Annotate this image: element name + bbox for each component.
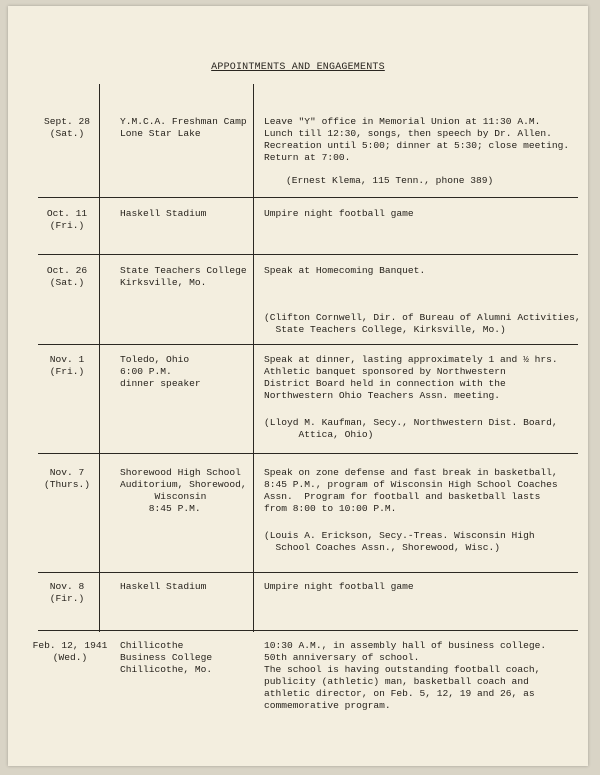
entry-place: Toledo, Ohio 6:00 P.M. dinner speaker: [120, 354, 201, 389]
document-page: [8, 6, 588, 766]
entry-place: Shorewood High School Auditorium, Shorewood, Wisconsin 8:45 P.M.: [120, 467, 247, 514]
entry-place: State Teachers College Kirksville, Mo.: [120, 265, 247, 288]
right-column-rule: [253, 84, 254, 632]
entry-details: Umpire night football game: [264, 208, 414, 219]
entry-details: Speak on zone defense and fast break in basketball, 8:45 P.M., program of Wisconsin High School Coaches Assn. Program for football and basketball lasts from 8:00 to 10:00 P.M.: [264, 467, 558, 514]
entry-contact: (Clifton Cornwell, Dir. of Bureau of Alumni Activities, State Teachers College, Kirksville, Mo.): [264, 312, 581, 335]
entry-details: Leave "Y" office in Memorial Union at 11:30 A.M. Lunch till 12:30, songs, then speech by Dr. Allen. Recreation until 5:00; dinner at 5:30; close meeting. Return at 7:00.: [264, 116, 570, 163]
row-divider: [38, 344, 578, 345]
entry-place: Haskell Stadium: [120, 208, 207, 219]
entry-contact: (Lloyd M. Kaufman, Secy., Northwestern Dist. Board, Attica, Ohio): [264, 417, 558, 440]
row-divider: [38, 630, 578, 631]
entry-date: Nov. 8 (Fir.): [49, 581, 85, 604]
entry-details: Umpire night football game: [264, 581, 414, 592]
entry-date: Nov. 7 (Thurs.): [43, 467, 91, 490]
entry-contact: (Louis A. Erickson, Secy.-Treas. Wisconsin High School Coaches Assn., Shorewood, Wisc.): [264, 530, 535, 553]
row-divider: [38, 572, 578, 573]
row-divider: [38, 197, 578, 198]
entry-contact: (Ernest Klema, 115 Tenn., phone 389): [286, 175, 494, 186]
entry-date: Oct. 26 (Sat.): [46, 265, 88, 288]
entry-date: Feb. 12, 1941 (Wed.): [32, 640, 108, 663]
entry-details: 10:30 A.M., in assembly hall of business college. 50th anniversary of school. The school is having outstanding football coach, publicity (athletic) man, basketball coach and athletic director, on Feb. 5, 12, 19 and 26, as commemorative program.: [264, 640, 547, 711]
entry-details: Speak at Homecoming Banquet.: [264, 265, 426, 276]
entry-details: Speak at dinner, lasting approximately 1 and ½ hrs. Athletic banquet sponsored by Northwestern District Board held in connection with the Northwestern Ohio Teachers Assn. meeting.: [264, 354, 558, 401]
entry-date: Nov. 1 (Fri.): [49, 354, 85, 377]
row-divider: [38, 254, 578, 255]
row-divider: [38, 453, 578, 454]
entry-place: Haskell Stadium: [120, 581, 207, 592]
entry-place: Chillicothe Business College Chillicothe, Mo.: [120, 640, 213, 675]
entry-place: Y.M.C.A. Freshman Camp Lone Star Lake: [120, 116, 247, 139]
page-title: APPOINTMENTS AND ENGAGEMENTS: [211, 62, 385, 73]
entry-date: Sept. 28 (Sat.): [43, 116, 91, 139]
entry-date: Oct. 11 (Fri.): [46, 208, 88, 231]
